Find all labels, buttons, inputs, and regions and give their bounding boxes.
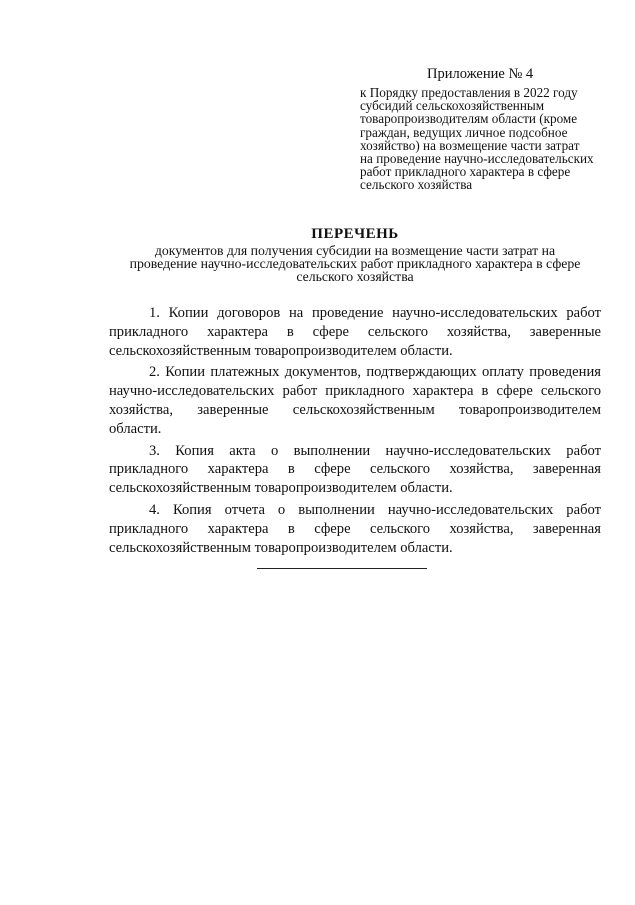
appendix-line: граждан, ведущих личное подсобное	[360, 124, 568, 140]
subtitle-line: проведение научно-исследовательских работ прикладного характера в сфере	[129, 256, 581, 272]
list-item-line: 1. Копии договоров на проведение научно-исследовательских работ	[149, 305, 601, 321]
list-item	[109, 363, 601, 439]
list-item-line: 2. Копии платежных документов, подтверждающих оплату проведения	[149, 364, 601, 381]
list-item	[109, 304, 601, 361]
appendix-reference	[360, 86, 610, 192]
document-title: ПЕРЕЧЕНЬ	[311, 226, 399, 242]
appendix-line: субсидий сельскохозяйственным	[360, 98, 545, 114]
appendix-title: Приложение № 4	[427, 66, 534, 82]
document-list	[109, 304, 601, 560]
appendix-line: на проведение научно-исследовательских	[360, 151, 594, 167]
appendix-line: сельского хозяйства	[360, 177, 473, 193]
list-item-line: сельскохозяйственным товаропроизводителем области.	[109, 342, 453, 359]
list-item	[109, 442, 601, 499]
appendix-line: работ прикладного характера в сфере	[360, 164, 571, 180]
document-subtitle	[100, 244, 610, 284]
list-item-line: сельскохозяйственным товаропроизводителем области.	[109, 539, 453, 556]
list-item-line: сельскохозяйственным товаропроизводителем области.	[109, 480, 453, 497]
subtitle-line: документов для получения субсидии на возмещение части затрат на	[154, 243, 556, 258]
subtitle-line: сельского хозяйства	[296, 269, 414, 285]
closing-divider	[257, 568, 427, 569]
list-item-line: области.	[109, 421, 162, 438]
list-item-line: научно-исследовательских работ прикладного характера в сфере сельского	[109, 383, 601, 400]
appendix-line: товаропроизводителям области (кроме	[360, 111, 578, 127]
list-item	[109, 501, 601, 558]
list-item-line: 4. Копия отчета о выполнении научно-исследовательских работ	[149, 501, 601, 518]
list-item-line: прикладного характера в сфере сельского хозяйства, заверенная	[109, 520, 601, 537]
appendix-line: к Порядку предоставления в 2022 году	[360, 85, 578, 100]
appendix-line: хозяйство) на возмещение части затрат	[360, 137, 580, 153]
list-item-line: 3. Копия акта о выполнении научно-исследовательских работ	[149, 442, 601, 459]
list-item-line: прикладного характера в сфере сельского хозяйства, заверенные	[109, 323, 601, 340]
list-item-line: прикладного характера в сфере сельского хозяйства, заверенная	[109, 461, 601, 478]
list-item-line: хозяйства, заверенные сельскохозяйственным товаропроизводителем	[109, 402, 601, 419]
